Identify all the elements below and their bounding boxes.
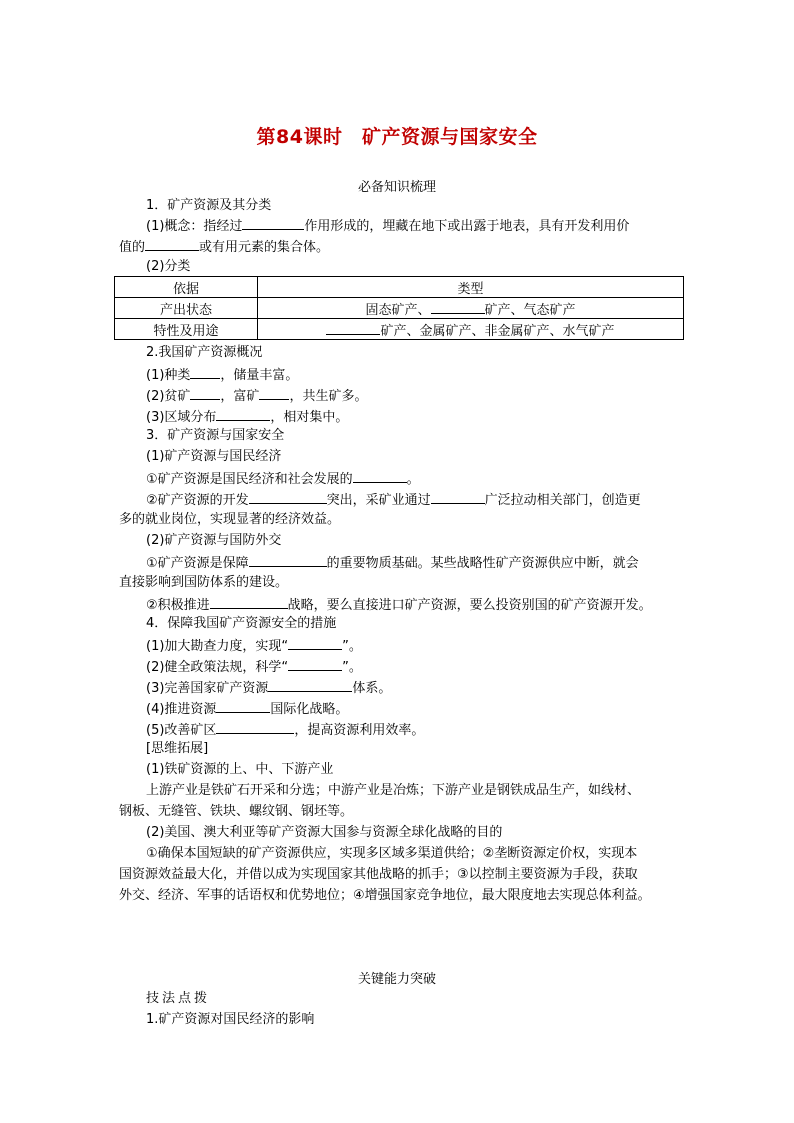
line: 直接影响到国防体系的建设。	[119, 575, 289, 590]
blank[interactable]	[190, 365, 220, 379]
blank[interactable]	[288, 636, 342, 650]
line: (4)推进资源 国际化战略。	[146, 699, 348, 719]
section-heading-knowledge: 必备知识梳理	[357, 180, 436, 195]
table-header: 类型	[258, 277, 684, 298]
table-row	[115, 298, 684, 319]
blank[interactable]	[326, 321, 380, 335]
line: ①矿产资源是保障 的重要物质基础。某些战略性矿产资源供应中断，就会	[146, 553, 639, 573]
line: (5)改善矿区 ，提高资源利用效率。	[146, 720, 424, 740]
classify-label: (2)分类	[146, 259, 191, 274]
concept-line: (1)概念：指经过 作用形成的，埋藏在地下或出露于地表，具有开发利用价	[146, 216, 629, 236]
table-cell: 固态矿产、 矿产、气态矿产	[258, 298, 684, 319]
table-cell: 矿产、金属矿产、非金属矿产、水气矿产	[258, 319, 684, 340]
line: (2)矿产资源与国防外交	[146, 533, 282, 548]
line: (1)矿产资源与国民经济	[146, 449, 282, 464]
page-title: 第84课时 矿产资源与国家安全	[256, 126, 538, 148]
blank[interactable]	[216, 699, 270, 713]
heading-4: 4．保障我国矿产资源安全的措施	[146, 616, 337, 631]
line: 上游产业是铁矿石开采和分选；中游产业是冶炼；下游产业是钢铁成品生产，如线材、	[146, 783, 641, 798]
blank[interactable]	[145, 237, 199, 251]
heading-2: 2.我国矿产资源概况	[146, 345, 263, 360]
line: ①矿产资源是国民经济和社会发展的 。	[146, 469, 420, 489]
line: (2)美国、澳大利亚等矿产资源大国参与资源全球化战略的目的	[146, 825, 503, 840]
line: 外交、经济、军事的话语权和优势地位；④增强国家竞争地位，最大限度地去实现总体利益。	[119, 888, 651, 903]
line: (1)加大勘查力度，实现“ ”。	[146, 636, 362, 656]
skill-heading: 技法点拨	[146, 991, 211, 1006]
table-row	[115, 319, 684, 340]
blank[interactable]	[190, 386, 220, 400]
line: ②积极推进 战略，要么直接进口矿产资源，要么投资别国的矿产资源开发。	[146, 595, 652, 615]
line: (1)铁矿资源的上、中、下游产业	[146, 762, 334, 777]
classification-table	[114, 276, 684, 340]
line: 钢板、无缝管、铁块、螺纹钢、钢坯等。	[119, 804, 354, 819]
blank[interactable]	[353, 469, 407, 483]
line: ②矿产资源的开发 突出，采矿业通过 广泛拉动相关部门，创造更	[146, 490, 641, 510]
line: (1)种类 ，储量丰富。	[146, 365, 298, 385]
blank[interactable]	[431, 300, 485, 314]
heading-3: 3．矿产资源与国家安全	[146, 428, 285, 443]
blank[interactable]	[216, 407, 270, 421]
table-cell: 特性及用途	[115, 319, 258, 340]
line: 多的就业岗位，实现显著的经济效益。	[119, 512, 341, 527]
extension-heading: [思维拓展]	[146, 741, 209, 756]
blank[interactable]	[216, 720, 294, 734]
line: (3)区域分布 ，相对集中。	[146, 407, 348, 427]
blank[interactable]	[268, 678, 352, 692]
heading-1: 1．矿产资源及其分类	[146, 198, 272, 213]
blank[interactable]	[249, 553, 327, 567]
concept-line-2: 值的 或有用元素的集合体。	[119, 237, 329, 257]
blank[interactable]	[249, 490, 327, 504]
line: ①确保本国短缺的矿产资源供应，实现多区域多渠道供给；②垄断资源定价权，实现本	[146, 846, 638, 861]
line: (2)健全政策法规，科学“ ”。	[146, 657, 362, 677]
line: (2)贫矿 ，富矿 ，共生矿多。	[146, 386, 367, 406]
table-header: 依据	[115, 277, 258, 298]
table-row	[115, 277, 684, 298]
line: (3)完善国家矿产资源 体系。	[146, 678, 391, 698]
line: 国资源效益最大化，并借以成为实现国家其他战略的抓手；③以控制主要资源为手段，获取	[119, 867, 638, 882]
blank[interactable]	[431, 490, 485, 504]
table-cell: 产出状态	[115, 298, 258, 319]
blank[interactable]	[210, 595, 288, 609]
blank[interactable]	[288, 657, 342, 671]
line: 1.矿产资源对国民经济的影响	[146, 1012, 315, 1027]
section-heading-ability: 关键能力突破	[357, 972, 436, 987]
blank[interactable]	[242, 216, 304, 230]
blank[interactable]	[259, 386, 289, 400]
